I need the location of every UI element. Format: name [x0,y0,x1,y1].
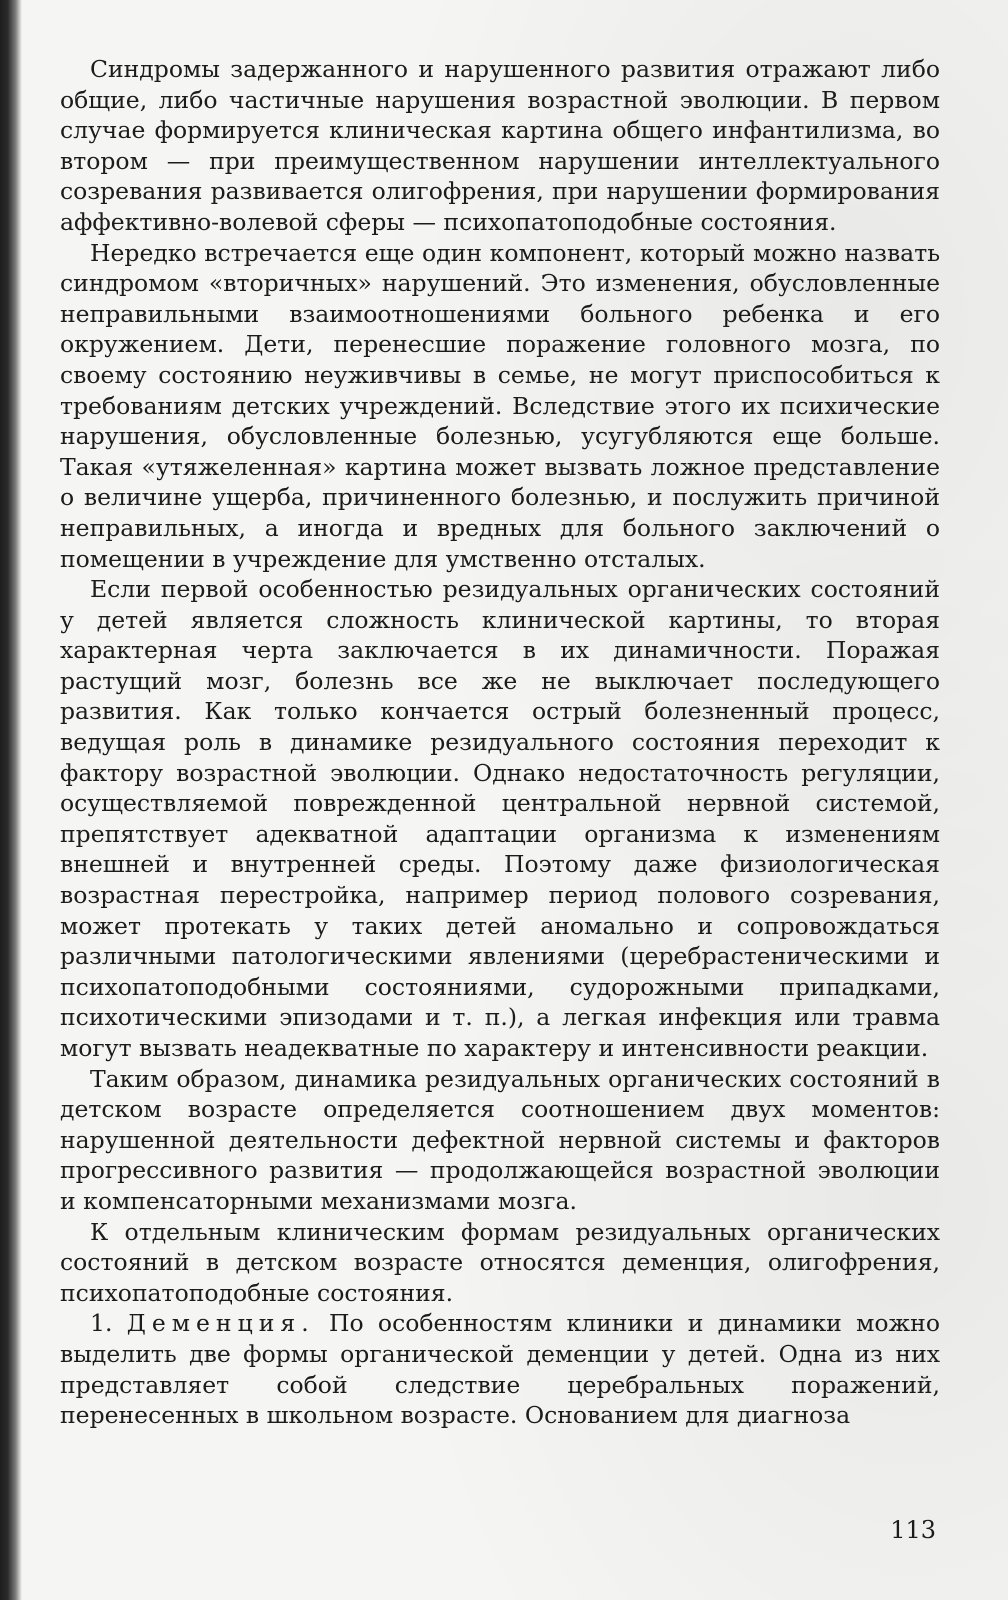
section-number: 1. [90,1309,113,1338]
paragraph-4: Таким образом, динамика резидуальных органических состояний в детском возрасте определяется соотношением двух моментов: нарушенной деятельности дефектной нервной системы и факторов прогрессивного развития — продолжающейся возрастной эволюции и компенсаторными механизмами мозга. [60,1064,940,1215]
paragraph-1: Синдромы задержанного и нарушенного развития отражают либо общие, либо частичные нарушения возрастной эволюции. В первом случае формируется клиническая картина общего инфантилизма, во втором — при преимущественном нарушении интеллектуального созревания развивается олигофрения, при нарушении формирования аффективно-волевой сферы — психопатоподобные состояния. [60,55,940,236]
section-term: Деменция. [126,1309,315,1338]
page-number: 113 [890,1516,936,1544]
paragraph-3: Если первой особенностью резидуальных органических состояний у детей является сложность клинической картины, то вторая характерная черта заключается в их динамичности. Поражая растущий мозг, болезнь все же не выключает последующего развития. Как только кончается острый болезненный процесс, ведущая роль в динамике резидуального состояния переходит к фактору возрастной эволюции. Однако недостаточность регуляции, осуществляемой поврежденной центральной нервной системой, препятствует адекватной адаптации организма к изменениям внешней и внутренней среды. Поэтому даже физиологическая возрастная перестройка, например период полового созревания, может протекать у таких детей аномально и сопровождаться различными патологическими явлениями (церебрастеническими и психопатоподобными состояниями, судорожными припадками, психотическими эпизодами и т. п.), а легкая инфекция или травма могут вызвать неадекватные по характеру и интенсивности реакции. [60,575,940,1062]
paragraph-2: Нередко встречается еще один компонент, который можно назвать синдромом «вторичных» нарушений. Это изменения, обусловленные неправильными взаимоотношениями больного ребенка и его окружением. Дети, перенесшие поражение головного мозга, по своему состоянию неуживчивы в семье, не могут приспособиться к требованиям детских учреждений. Вследствие этого их психические нарушения, обусловленные болезнью, усугубляются еще больше. Такая «утяжеленная» картина может вызвать ложное представление о величине ущерба, причиненного болезнью, и послужить причиной неправильных, а иногда и вредных для больного заключений о помещении в учреждение для умственно отсталых. [60,238,940,573]
body-text [60,54,940,1431]
paragraph-5: К отдельным клиническим формам резидуальных органических состояний в детском возрасте относятся деменция, олигофрения, психопатоподобные состояния. [60,1217,940,1307]
section-text: По особенностям клиники и динамики можно выделить две формы органической деменции у детей. Одна из них представляет собой следствие церебральных поражений, перенесенных в школьном возрасте. Основанием для диагноза [60,1309,940,1430]
paragraph-6 [60,1308,940,1430]
page-edge-shadow [0,0,22,1600]
